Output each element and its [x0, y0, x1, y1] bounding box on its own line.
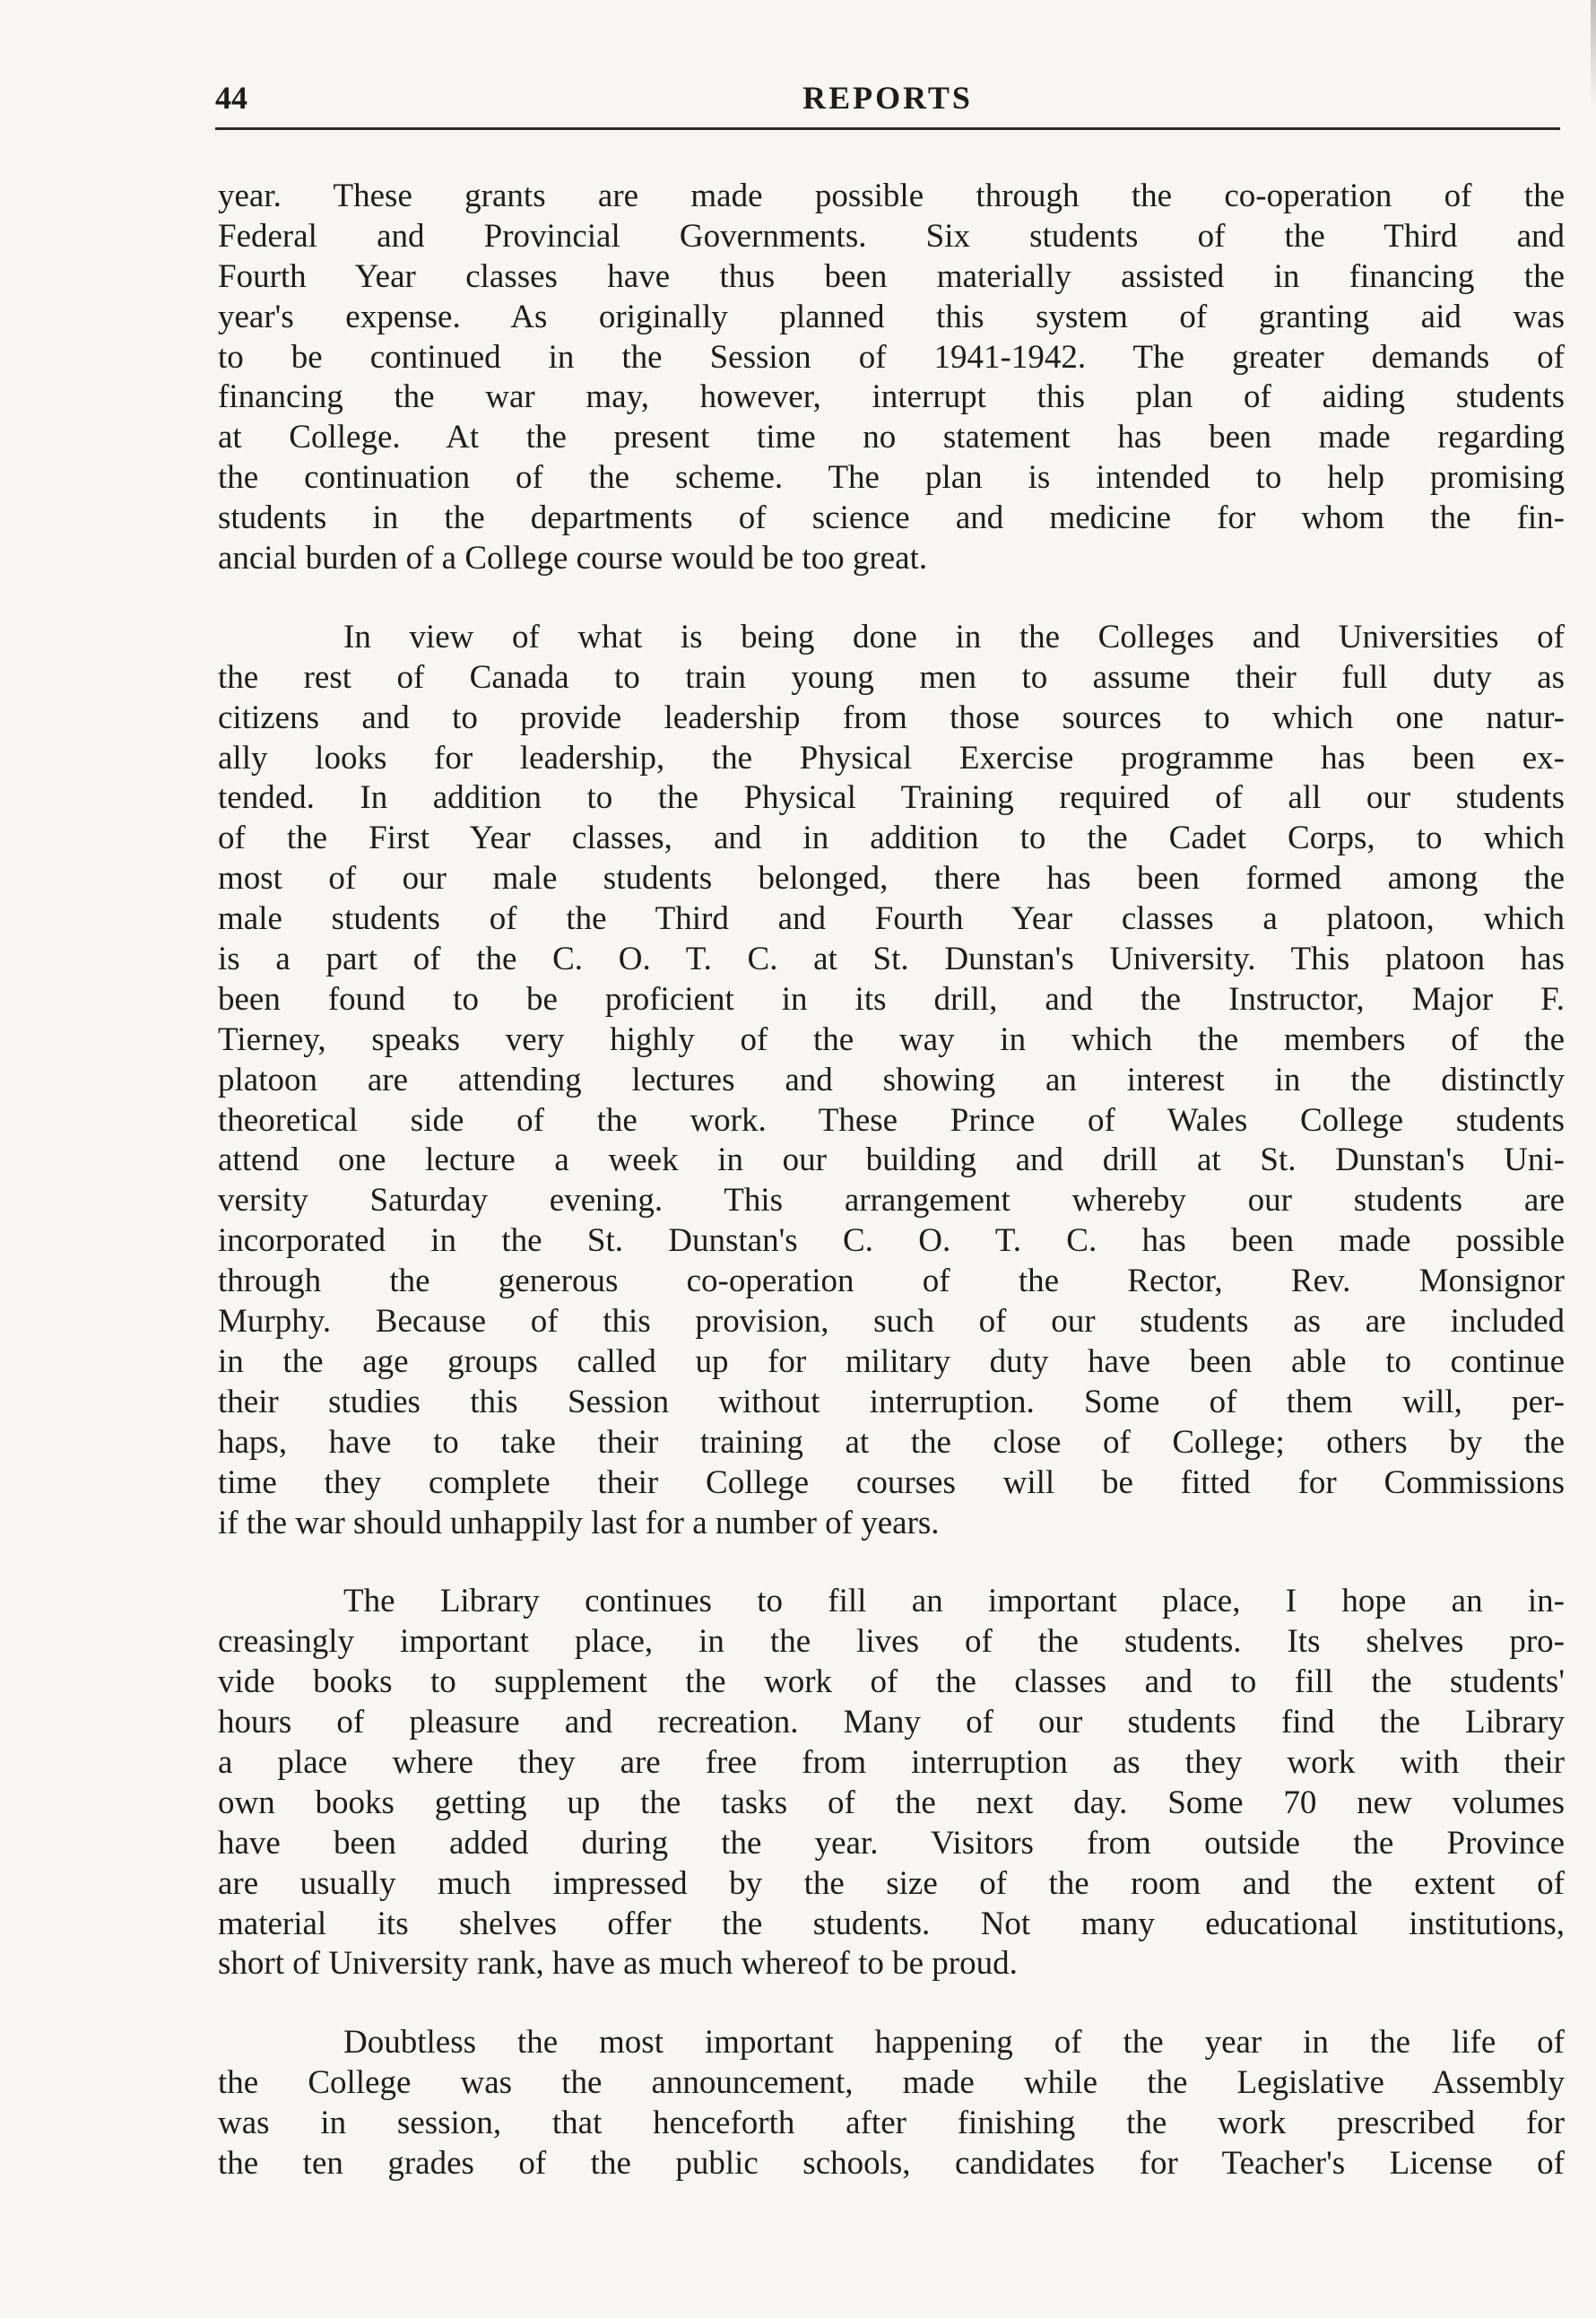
text-line: financing the war may, however, interrupt this plan of aiding students	[218, 378, 1565, 416]
paragraph	[218, 2023, 1565, 2184]
text-line: at College. At the present time no statement has been made regarding	[218, 419, 1565, 456]
text-line: Federal and Provincial Governments. Six students of the Third and	[218, 217, 1565, 255]
text-line: citizens and to provide leadership from those sources to which one natur-	[218, 699, 1565, 736]
text-line: of the First Year classes, and in addition to the Cadet Corps, to which	[218, 820, 1565, 857]
text-line: In view of what is being done in the Colleges and Universities of	[343, 618, 1565, 655]
text-line: own books getting up the tasks of the next day. Some 70 new volumes	[218, 1784, 1565, 1821]
text-line: to be continued in the Session of 1941-1942. The greater demands of	[218, 338, 1565, 376]
text-line: short of University rank, have as much whereof to be proud.	[218, 1945, 1018, 1983]
text-line: in the age groups called up for military duty have been able to continue	[218, 1342, 1565, 1380]
page-number: 44	[215, 80, 247, 116]
text-line: the rest of Canada to train young men to assume their full duty as	[218, 658, 1565, 696]
text-line: Murphy. Because of this provision, such of our students as are included	[218, 1303, 1565, 1341]
page-header	[215, 75, 1560, 129]
text-line: Fourth Year classes have thus been materially assisted in financing the	[218, 257, 1565, 295]
paragraph	[218, 177, 1565, 579]
paragraph-gap	[218, 1984, 1565, 2023]
text-line: is a part of the C. O. T. C. at St. Dunstan's University. This platoon has	[218, 941, 1565, 978]
text-line: their studies this Session without interruption. Some of them will, per-	[218, 1383, 1565, 1420]
text-line: incorporated in the St. Dunstan's C. O. T. C. has been made possible	[218, 1222, 1565, 1260]
text-line: hours of pleasure and recreation. Many of our students find the Library	[218, 1704, 1565, 1741]
header-rule	[215, 127, 1560, 130]
paragraph	[218, 1582, 1565, 1984]
paragraph	[218, 618, 1565, 1543]
running-title: REPORTS	[802, 80, 973, 116]
text-line: The Library continues to fill an important place, I hope an in-	[343, 1583, 1565, 1620]
text-line: time they complete their College courses will be fitted for Commissions	[218, 1463, 1565, 1501]
text-line: creasingly important place, in the lives of the students. Its shelves pro-	[218, 1623, 1565, 1661]
text-line: have been added during the year. Visitors from outside the Province	[218, 1824, 1565, 1862]
text-line: students in the departments of science and medicine for whom the fin-	[218, 499, 1565, 537]
text-line: haps, have to take their training at the close of College; others by the	[218, 1423, 1565, 1461]
text-line: ancial burden of a College course would be too great.	[218, 540, 928, 577]
text-line: Doubtless the most important happening of the year in the life of	[343, 2024, 1565, 2062]
text-line: the ten grades of the public schools, candidates for Teacher's License of	[218, 2144, 1565, 2182]
text-line: platoon are attending lectures and showing an interest in the distinctly	[218, 1061, 1565, 1098]
text-line: a place where they are free from interruption as they work with their	[218, 1743, 1565, 1781]
scan-edge-mark	[1591, 0, 1596, 108]
text-line: year. These grants are made possible through the co-operation of the	[218, 178, 1565, 214]
text-line: versity Saturday evening. This arrangement whereby our students are	[218, 1182, 1565, 1220]
paragraph-gap	[218, 579, 1565, 618]
text-line: are usually much impressed by the size of the room and the extent of	[218, 1864, 1565, 1902]
text-line: Tierney, speaks very highly of the way in which the members of the	[218, 1020, 1565, 1058]
text-line: the continuation of the scheme. The plan is intended to help promising	[218, 459, 1565, 497]
text-line: attend one lecture a week in our building and drill at St. Dunstan's Uni-	[218, 1142, 1565, 1179]
text-line: vide books to supplement the work of the classes and to fill the students'	[218, 1663, 1565, 1701]
text-line: theoretical side of the work. These Prince of Wales College students	[218, 1101, 1565, 1139]
text-line: been found to be proficient in its drill, and the Instructor, Major F.	[218, 980, 1565, 1018]
text-line: the College was the announcement, made while the Legislative Assembly	[218, 2064, 1565, 2102]
text-line: male students of the Third and Fourth Year classes a platoon, which	[218, 900, 1565, 938]
text-line: ally looks for leadership, the Physical Exercise programme has been ex-	[218, 739, 1565, 777]
text-line: material its shelves offer the students. Not many educational institutions,	[218, 1905, 1565, 1942]
text-line: year's expense. As originally planned this system of granting aid was	[218, 298, 1565, 335]
body-text	[218, 177, 1565, 2184]
text-line: if the war should unhappily last for a number of years.	[218, 1504, 940, 1541]
text-line: through the generous co-operation of the Rector, Rev. Monsignor	[218, 1263, 1565, 1300]
text-line: was in session, that henceforth after finishing the work prescribed for	[218, 2105, 1565, 2142]
text-line: most of our male students belonged, there has been formed among the	[218, 860, 1565, 898]
text-line: tended. In addition to the Physical Training required of all our students	[218, 779, 1565, 817]
paragraph-gap	[218, 1543, 1565, 1582]
